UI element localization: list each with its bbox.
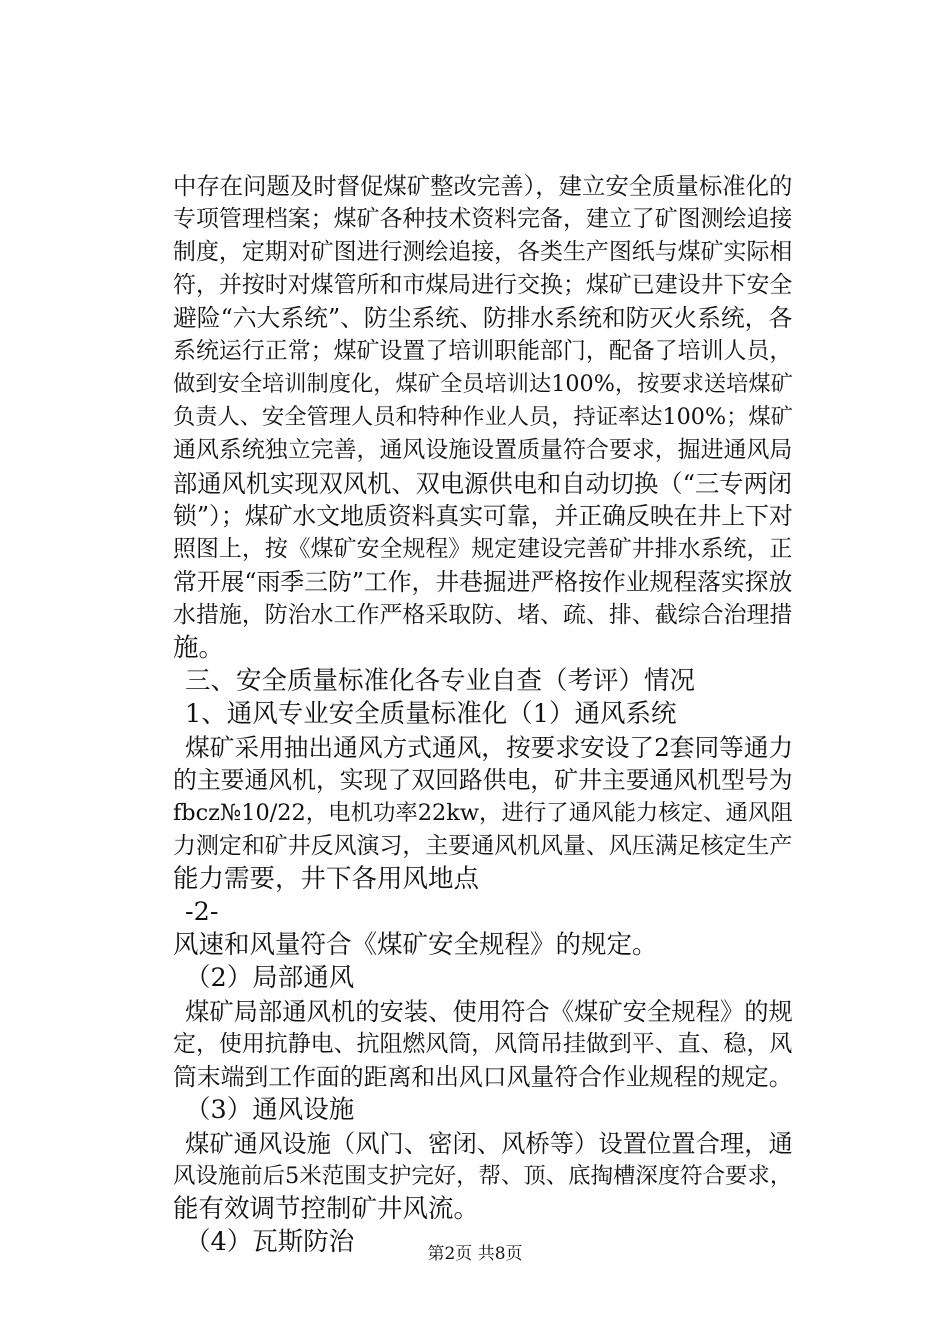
text-line: -2- — [185, 897, 219, 927]
text-line: 风设施前后5米范围支护完好，帮、顶、底掏槽深度符合要求， — [173, 1163, 793, 1189]
text-line: 负责人、安全管理人员和特种作业人员，持证率达100%；煤矿 — [173, 404, 793, 430]
text-line: 常开展“雨季三防”工作，井巷掘进严格按作业规程落实探放 — [173, 568, 793, 596]
text-line: 制度，定期对矿图进行测绘追接，各类生产图纸与煤矿实际相 — [173, 239, 793, 265]
text-line: （4）瓦斯防治 — [185, 1227, 355, 1257]
text-line: 通风系统独立完善，通风设施设置质量符合要求，掘进通风局 — [173, 437, 793, 463]
text-line: 水措施，防治水工作严格采取防、堵、疏、排、截综合治理措 — [173, 602, 793, 628]
page-footer: 第2页 共8页 — [427, 1244, 523, 1264]
text-line: 能有效调节控制矿井风流。 — [173, 1194, 480, 1224]
text-line: （2）局部通风 — [185, 963, 355, 993]
text-line: 照图上，按《煤矿安全规程》规定建设完善矿井排水系统，正 — [173, 536, 793, 562]
text-line: （3）通风设施 — [185, 1095, 355, 1125]
text-line: fbcz№10/22，电机功率22kw，进行了通风能力核定、通风阻 — [173, 800, 793, 826]
text-line: 中存在问题及时督促煤矿整改完善），建立安全质量标准化的 — [173, 172, 793, 200]
text-line: 定，使用抗静电、抗阻燃风筒，风筒吊挂做到平、直、稳，风 — [173, 1031, 793, 1057]
text-line: 系统运行正常；煤矿设置了培训职能部门，配备了培训人员， — [173, 338, 793, 364]
text-line: 锁”）；煤矿水文地质资料真实可靠，并正确反映在井上下对 — [173, 502, 793, 530]
text-line: 煤矿采用抽出通风方式通风，按要求安设了2套同等通力 — [185, 733, 794, 762]
text-line: 1、通风专业安全质量标准化（1）通风系统 — [185, 699, 677, 729]
text-line: 做到安全培训制度化，煤矿全员培训达100%，按要求送培煤矿 — [173, 371, 793, 397]
text-line: 专项管理档案；煤矿各种技术资料完备，建立了矿图测绘追接 — [173, 206, 793, 232]
text-line: 避险“六大系统”、防尘系统、防排水系统和防灭火系统，各 — [173, 304, 793, 332]
text-line: 符，并按时对煤管所和市煤局进行交换；煤矿已建设井下安全 — [173, 272, 793, 298]
text-line: 煤矿局部通风机的安装、使用符合《煤矿安全规程》的规 — [185, 997, 793, 1026]
text-line: 力测定和矿井反风演习，主要通风机风量、风压满足核定生产 — [173, 833, 793, 859]
text-line: 能力需要，井下各用风地点 — [173, 864, 480, 894]
document-body — [173, 170, 793, 1259]
text-line: 风速和风量符合《煤矿安全规程》的规定。 — [173, 930, 658, 960]
text-line: 筒末端到工作面的距离和出风口风量符合作业规程的规定。 — [173, 1063, 793, 1091]
text-line: 施。 — [173, 633, 225, 663]
text-line: 煤矿通风设施（风门、密闭、风桥等）设置位置合理，通 — [185, 1129, 793, 1158]
text-line: 部通风机实现双风机、双电源供电和自动切换（“三专两闭 — [173, 469, 793, 498]
text-line: 三、安全质量标准化各专业自查（考评）情况 — [185, 666, 696, 696]
text-line: 的主要通风机，实现了双回路供电，矿井主要通风机型号为 — [173, 766, 793, 794]
